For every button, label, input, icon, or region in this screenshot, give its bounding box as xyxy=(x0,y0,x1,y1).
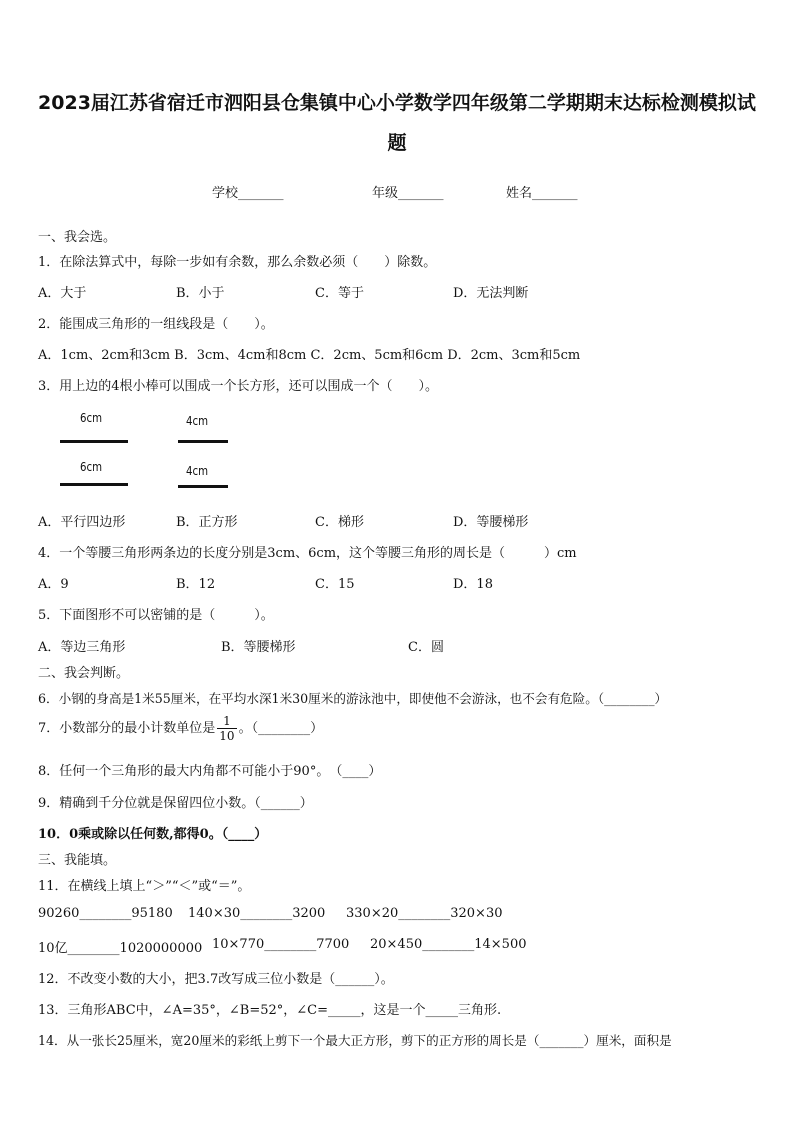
school-field: 学校_______ xyxy=(212,186,284,201)
stick-6cm-top xyxy=(60,440,128,443)
grade-field: 年级_______ xyxy=(372,186,444,201)
q2-options: A．1cm、2cm和3cm B．3cm、4cm和8cm C．2cm、5cm和6cm D．2cm、3cm和5cm xyxy=(38,348,581,363)
section-heading-choice: 一、我会选。 xyxy=(38,230,117,245)
section-heading-judge: 二、我会判断。 xyxy=(38,666,130,681)
question-11: 11．在横线上填上“＞”“＜”或“＝”。 xyxy=(38,879,251,894)
question-8: 8．任何一个三角形的最大内角都不可能小于90°。 （____） xyxy=(38,764,382,779)
q1-option-b: B．小于 xyxy=(176,286,225,301)
question-12: 12．不改变小数的大小，把3.7改写成三位小数是（______）。 xyxy=(38,972,394,987)
q7-prefix: 7．小数部分的最小计数单位是 xyxy=(38,721,216,736)
question-6: 6．小钢的身高是1米55厘米，在平均水深1米30厘米的游泳池中，即使他不会游泳，也不会有危险。（________） xyxy=(38,691,668,706)
page-title-line-1: 2023届江苏省宿迁市泗阳县仓集镇中心小学数学四年级第二学期期末达标检测模拟试 xyxy=(38,92,756,114)
stick-label-4cm-bottom: 4cm xyxy=(186,464,209,478)
q5-option-a: A．等边三角形 xyxy=(38,640,126,655)
q4-option-b: B．12 xyxy=(176,577,216,592)
q3-option-d: D．等腰梯形 xyxy=(453,515,529,530)
page-title-line-2: 题 xyxy=(387,132,407,154)
question-14: 14．从一张长25厘米，宽20厘米的彩纸上剪下一个最大正方形，剪下的正方形的周长是（_______）厘米，面积是 xyxy=(38,1033,672,1048)
question-7 xyxy=(38,714,323,743)
stick-label-6cm-top: 6cm xyxy=(80,411,103,425)
q3-option-a: A．平行四边形 xyxy=(38,515,126,530)
q4-option-d: D．18 xyxy=(453,577,493,592)
q4-option-c: C．15 xyxy=(315,577,355,592)
fraction-numerator: 1 xyxy=(217,714,236,729)
q1-option-d: D．无法判断 xyxy=(453,286,529,301)
question-13: 13．三角形ABC中，∠A=35°，∠B=52°，∠C=_____，这是一个_____三角形. xyxy=(38,1003,502,1018)
stick-6cm-bottom xyxy=(60,483,128,486)
q11-compare-1: 90260________95180 xyxy=(38,906,173,921)
q11-compare-6: 20×450________14×500 xyxy=(370,937,527,952)
q1-option-a: A．大于 xyxy=(38,286,87,301)
question-1: 1．在除法算式中，每除一步如有余数，那么余数必须（ ）除数。 xyxy=(38,255,437,270)
q4-option-a: A．9 xyxy=(38,577,69,592)
q7-suffix: 。（________） xyxy=(238,721,324,736)
q11-compare-5: 10×770________7700 xyxy=(212,937,350,952)
fraction-one-tenth xyxy=(217,714,236,743)
question-10: 10．0乘或除以任何数,都得0。（____） xyxy=(38,827,268,842)
q11-compare-4: 10亿________1020000000 xyxy=(38,941,203,956)
name-field: 姓名_______ xyxy=(506,186,578,201)
stick-4cm-top xyxy=(178,440,228,443)
question-5: 5．下面图形不可以密铺的是（ ）。 xyxy=(38,608,274,623)
stick-4cm-bottom xyxy=(178,485,228,488)
question-2: 2．能围成三角形的一组线段是（ ）。 xyxy=(38,317,274,332)
q11-compare-2: 140×30________3200 xyxy=(188,906,326,921)
fraction-denominator: 10 xyxy=(219,729,235,743)
section-heading-fill: 三、我能填。 xyxy=(38,853,117,868)
stick-label-6cm-bottom: 6cm xyxy=(80,460,103,474)
q1-option-c: C．等于 xyxy=(315,286,364,301)
question-4: 4．一个等腰三角形两条边的长度分别是3cm、6cm，这个等腰三角形的周长是（ ）cm xyxy=(38,546,577,561)
question-9: 9．精确到千分位就是保留四位小数。（______） xyxy=(38,796,313,811)
q3-option-b: B．正方形 xyxy=(176,515,238,530)
question-3: 3．用上边的4根小棒可以围成一个长方形，还可以围成一个（ ）。 xyxy=(38,379,439,394)
q3-option-c: C．梯形 xyxy=(315,515,364,530)
q11-compare-3: 330×20________320×30 xyxy=(346,906,503,921)
q5-option-c: C．圆 xyxy=(408,640,444,655)
q5-option-b: B．等腰梯形 xyxy=(221,640,296,655)
stick-label-4cm-top: 4cm xyxy=(186,414,209,428)
